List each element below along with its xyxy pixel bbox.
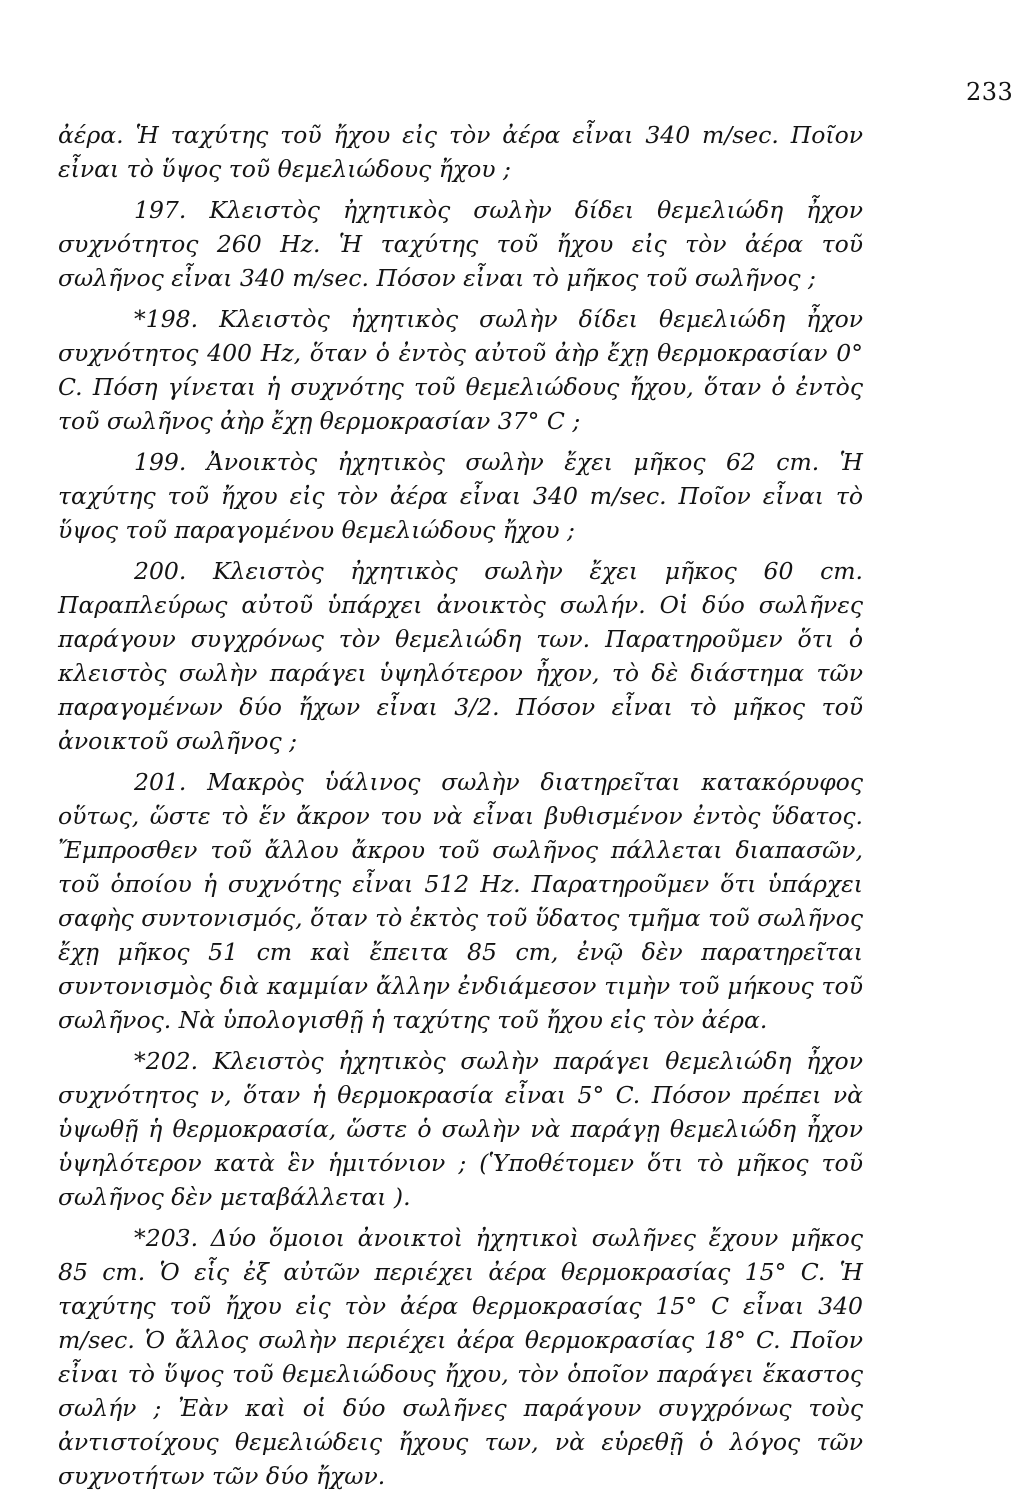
problem-199: 199. Ἀνοικτὸς ἠχητικὸς σωλὴν ἔχει μῆκος 62 cm. Ἡ ταχύτης τοῦ ἤχου εἰς τὸν ἀέρα εἶναι 340 m/sec. Ποῖον εἶναι τὸ ὕψος τοῦ παραγομένου θεμελιώδους ἤχου ; (58, 448, 863, 544)
text-body (58, 118, 863, 1493)
problem-201: 201. Μακρὸς ὑάλινος σωλὴν διατηρεῖται κατακόρυφος οὕτως, ὥστε τὸ ἕν ἄκρον του νὰ εἶναι βυθισμένον ἐντὸς ὕδατος. Ἔμπροσθεν τοῦ ἄλλου ἄκρου τοῦ σωλῆνος πάλλεται διαπασῶν, τοῦ ὁποίου ἡ συχνότης εἶναι 512 Hz. Παρατηροῦμεν ὅτι ὑπάρχει σαφὴς συντονισμός, ὅταν τὸ ἐκτὸς τοῦ ὕδατος τμῆμα τοῦ σωλῆνος ἔχῃ μῆκος 51 cm καὶ ἔπειτα 85 cm, ἐνῷ δὲν παρατηρεῖται συντονισμὸς διὰ καμμίαν ἄλλην ἐνδιάμεσον τιμὴν τοῦ μήκους τοῦ σωλῆνος. Νὰ ὑπολογισθῇ ἡ ταχύτης τοῦ ἤχου εἰς τὸν ἀέρα. (58, 768, 863, 1034)
paragraph-continuation: ἀέρα. Ἡ ταχύτης τοῦ ἤχου εἰς τὸν ἀέρα εἶναι 340 m/sec. Ποῖον εἶναι τὸ ὕψος τοῦ θεμελιώδους ἤχου ; (58, 121, 863, 183)
problem-198: *198. Κλειστὸς ἠχητικὸς σωλὴν δίδει θεμελιώδη ἦχον συχνότητος 400 Hz, ὅταν ὁ ἐντὸς αὐτοῦ ἀὴρ ἔχῃ θερμοκρασίαν 0° C. Πόση γίνεται ἡ συχνότης τοῦ θεμελιώδους ἤχου, ὅταν ὁ ἐντὸς τοῦ σωλῆνος ἀὴρ ἔχῃ θερμοκρασίαν 37° C ; (58, 305, 863, 435)
problem-200: 200. Κλειστὸς ἠχητικὸς σωλὴν ἔχει μῆκος 60 cm. Παραπλεύρως αὐτοῦ ὑπάρχει ἀνοικτὸς σωλήν. Οἱ δύο σωλῆνες παράγουν συγχρόνως τὸν θεμελιώδη των. Παρατηροῦμεν ὅτι ὁ κλειστὸς σωλὴν παράγει ὑψηλότερον ἦχον, τὸ δὲ διάστημα τῶν παραγομένων δύο ἤχων εἶναι 3/2. Πόσον εἶναι τὸ μῆκος τοῦ ἀνοικτοῦ σωλῆνος ; (58, 557, 863, 755)
problem-203: *203. Δύο ὅμοιοι ἀνοικτοὶ ἠχητικοὶ σωλῆνες ἔχουν μῆκος 85 cm. Ὁ εἷς ἐξ αὐτῶν περιέχει ἀέρα θερμοκρασίας 15° C. Ἡ ταχύτης τοῦ ἤχου εἰς τὸν ἀέρα θερμοκρασίας 15° C εἶναι 340 m/sec. Ὁ ἄλλος σωλὴν περιέχει ἀέρα θερμοκρασίας 18° C. Ποῖον εἶναι τὸ ὕψος τοῦ θεμελιώδους ἤχου, τὸν ὁποῖον παράγει ἕκαστος σωλήν ; Ἐὰν καὶ οἱ δύο σωλῆνες παράγουν συγχρόνως τοὺς ἀντιστοίχους θεμελιώδεις ἤχους των, νὰ εὑρεθῇ ὁ λόγος τῶν συχνοτήτων τῶν δύο ἤχων. (58, 1224, 863, 1490)
page-number: 233 (966, 78, 1014, 106)
problem-202: *202. Κλειστὸς ἠχητικὸς σωλὴν παράγει θεμελιώδη ἦχον συχνότητος ν, ὅταν ἡ θερμοκρασία εἶναι 5° C. Πόσον πρέπει νὰ ὑψωθῇ ἡ θερμοκρασία, ὥστε ὁ σωλὴν νὰ παράγῃ θεμελιώδη ἦχον ὑψηλότερον κατὰ ἓν ἡμιτόνιον ; (Ὑποθέτομεν ὅτι τὸ μῆκος τοῦ σωλῆνος δὲν μεταβάλλεται ). (58, 1047, 863, 1211)
problem-197: 197. Κλειστὸς ἠχητικὸς σωλὴν δίδει θεμελιώδη ἦχον συχνότητος 260 Hz. Ἡ ταχύτης τοῦ ἤχου εἰς τὸν ἀέρα τοῦ σωλῆνος εἶναι 340 m/sec. Πόσον εἶναι τὸ μῆκος τοῦ σωλῆνος ; (58, 196, 863, 292)
